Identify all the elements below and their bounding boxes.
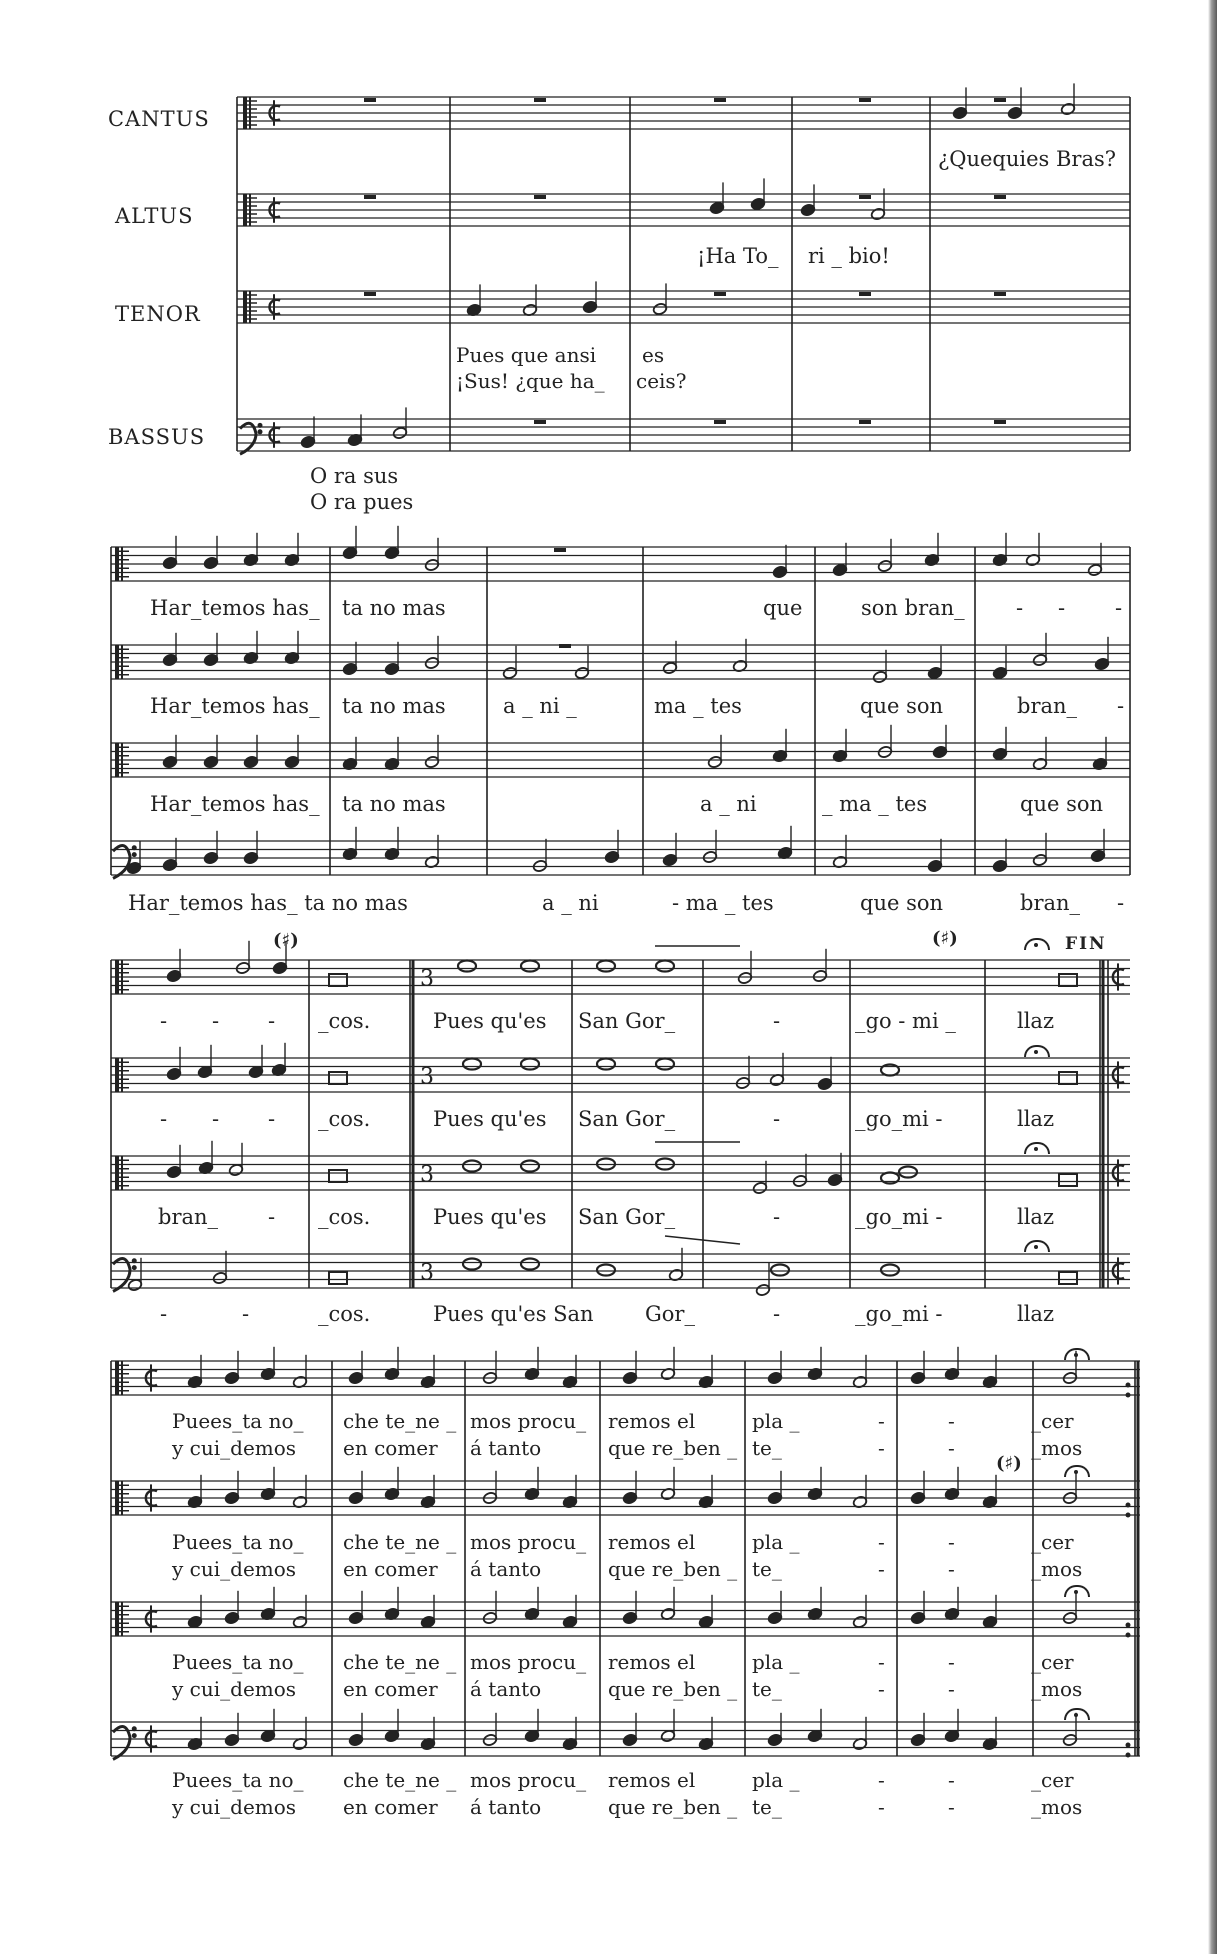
lyric-altus-s1-a: ¡Ha To_ <box>697 244 779 268</box>
lyric-bassus-s3-7: _go_mi - <box>855 1302 943 1326</box>
lyric-bassus-s3-1: - <box>160 1302 168 1326</box>
c-clef-icon <box>121 1602 123 1636</box>
lyric-altus-s3-3: - <box>268 1107 276 1131</box>
whole-note <box>656 1059 674 1070</box>
lyric-altus-s4-verse1-8: _cer <box>1031 1530 1074 1554</box>
rest-mark <box>994 420 1006 424</box>
lyric-tenor-s3-1: bran_ <box>158 1205 219 1229</box>
lyric-bassus-s4-verse1-8: _cer <box>1031 1768 1074 1792</box>
lyric-cantus-s2-5: - <box>1016 596 1024 620</box>
lyric-tenor-s2-1: Har_temos has_ <box>150 792 320 816</box>
c-clef-icon <box>115 1481 119 1515</box>
c-clef-icon <box>115 1156 119 1190</box>
lyric-cantus-s3-4: _cos. <box>318 1009 371 1033</box>
breve-note <box>1059 1072 1077 1084</box>
lyric-bassus-s4-verse2-3: á tanto <box>470 1795 542 1819</box>
lyric-bassus-s2-3: - ma _ tes <box>672 891 774 915</box>
whole-note <box>597 1059 615 1070</box>
bass-clef-icon <box>132 1726 137 1731</box>
lyric-bassus-s4-verse1-7: - <box>948 1768 955 1792</box>
c-clef-icon <box>121 1481 123 1515</box>
lyric-altus-s4-verse2-2: en comer <box>343 1557 438 1581</box>
whole-note <box>463 1161 481 1172</box>
lyric-cantus-s2-3: que <box>763 596 803 620</box>
lyric-altus-s3-6: San Gor_ <box>578 1107 676 1131</box>
triple-meter-mark: 3 <box>420 1162 434 1188</box>
lyric-tenor-s4-verse1-2: che te_ne _ <box>343 1650 457 1674</box>
lyric-altus-s4-verse2-6: - <box>878 1557 885 1581</box>
c-clef-icon <box>115 1602 119 1636</box>
c-clef-icon <box>115 645 119 679</box>
lyric-altus-s4-verse2-3: á tanto <box>470 1557 542 1581</box>
lyric-altus-s2-4: ma _ tes <box>654 694 742 718</box>
c-clef-icon <box>121 1156 123 1190</box>
c-clef-icon <box>115 547 119 581</box>
sharp-mark-3: (♯) <box>996 1453 1022 1474</box>
c-clef-icon <box>121 960 123 994</box>
repeat-dot <box>1126 1753 1131 1758</box>
lyric-altus-s3-5: Pues qu'es <box>433 1107 547 1131</box>
lyric-altus-s4-verse1-6: - <box>878 1530 885 1554</box>
lyric-bassus-s4-verse2-7: - <box>948 1795 955 1819</box>
voice-label-cantus: CANTUS <box>108 107 210 131</box>
lyric-tenor-s3-7: _go_mi - <box>855 1205 943 1229</box>
lyric-altus-s3-8: _go_mi - <box>855 1107 943 1131</box>
lyric-bassus-s4-verse1-6: - <box>878 1768 885 1792</box>
lyric-altus-s4-verse1-3: mos procu_ <box>470 1530 587 1554</box>
lyric-tenor-s2-2: ta no mas <box>342 792 446 816</box>
breve-note <box>329 1072 347 1084</box>
bass-clef-icon <box>258 429 263 434</box>
lyric-altus-s2-1: Har_temos has_ <box>150 694 320 718</box>
c-clef-icon <box>121 1058 123 1092</box>
rest-mark <box>994 292 1006 296</box>
whole-note <box>881 1265 899 1276</box>
lyric-cantus-s3-6: San Gor_ <box>578 1009 676 1033</box>
lyric-cantus-s2-7: - <box>1115 596 1123 620</box>
lyric-tenor-s4-verse2-1: y cui_demos <box>172 1677 297 1701</box>
lyric-bassus-s2-1: Har_temos has_ ta no mas <box>128 891 408 915</box>
whole-note <box>521 1059 539 1070</box>
repeat-dot <box>1126 1383 1131 1388</box>
lyric-bassus-s4-verse1-4: remos el <box>608 1768 696 1792</box>
lyric-altus-s4-verse2-5: te_ <box>752 1557 782 1581</box>
lyric-bassus-s1-a: O ra sus <box>310 464 399 488</box>
lyric-altus-s2-2: ta no mas <box>342 694 446 718</box>
lyric-bassus-s3-4: Pues qu'es San <box>433 1302 594 1326</box>
rest-mark <box>994 98 1006 102</box>
repeat-dot <box>1126 1503 1131 1508</box>
lyric-cantus-s4-verse2-5: te_ <box>752 1436 782 1460</box>
lyric-cantus-s2-1: Har_temos has_ <box>150 596 320 620</box>
whole-note <box>458 961 476 972</box>
bass-clef-icon <box>132 1258 137 1263</box>
repeat-dot <box>1126 1513 1131 1518</box>
c-clef-icon <box>243 291 247 323</box>
lyric-bassus-s2-2: a _ ni <box>542 891 599 915</box>
repeat-dot <box>1126 1743 1131 1748</box>
lyric-tenor-s3-4: Pues qu'es <box>433 1205 547 1229</box>
lyric-bassus-s4-verse1-1: Puees_ta no_ <box>172 1768 304 1792</box>
rest-mark <box>534 98 546 102</box>
lyric-tenor-s4-verse1-6: - <box>878 1650 885 1674</box>
lyric-cantus-s3-7: - <box>773 1009 781 1033</box>
lyric-tenor-s3-5: San Gor_ <box>578 1205 676 1229</box>
lyric-cantus-s3-9: llaz <box>1017 1009 1055 1033</box>
lyric-cantus-s4-verse2-6: - <box>878 1436 885 1460</box>
lyric-bassus-s3-8: llaz <box>1017 1302 1055 1326</box>
sharp-mark-1: (♯) <box>273 930 299 951</box>
whole-note <box>656 961 674 972</box>
lyric-altus-s2-6: bran_ <box>1017 694 1078 718</box>
rest-mark <box>859 292 871 296</box>
lyric-tenor-s3-8: llaz <box>1017 1205 1055 1229</box>
whole-note <box>521 1259 539 1270</box>
bass-clef-icon <box>132 852 137 857</box>
lyric-bassus-s3-2: - <box>242 1302 250 1326</box>
lyric-cantus-s4-verse2-2: en comer <box>343 1436 438 1460</box>
lyric-altus-s2-7: - <box>1117 694 1125 718</box>
lyric-tenor-s4-verse1-7: - <box>948 1650 955 1674</box>
lyric-tenor-s2-4: _ ma _ tes <box>822 792 928 816</box>
lyric-altus-s1-b: ri _ bio! <box>808 244 890 268</box>
rest-mark <box>994 195 1006 199</box>
lyric-bassus-s4-verse2-6: - <box>878 1795 885 1819</box>
voice-label-bassus: BASSUS <box>108 425 206 449</box>
repeat-dot <box>1126 1393 1131 1398</box>
lyric-tenor-s4-verse1-4: remos el <box>608 1650 696 1674</box>
lyric-cantus-s4-verse2-1: y cui_demos <box>172 1436 297 1460</box>
c-clef-icon <box>249 194 251 226</box>
breve-note <box>1059 1272 1077 1284</box>
fin-mark: FIN <box>1065 934 1107 954</box>
bass-clef-icon <box>240 423 256 454</box>
lyric-cantus-s3-5: Pues qu'es <box>433 1009 547 1033</box>
breve-note <box>329 1272 347 1284</box>
lyric-tenor-s1-a: Pues que ansi <box>456 343 597 367</box>
lyric-tenor-s4-verse1-5: pla _ <box>752 1650 800 1674</box>
rest-mark <box>714 98 726 102</box>
triple-meter-mark: 3 <box>420 966 434 992</box>
lyric-tenor-s4-verse2-3: á tanto <box>470 1677 542 1701</box>
lyric-altus-s4-verse2-1: y cui_demos <box>172 1557 297 1581</box>
lyric-tenor-s3-3: _cos. <box>318 1205 371 1229</box>
lyric-altus-s4-verse2-8: _mos <box>1031 1557 1083 1581</box>
lyric-altus-s3-7: - <box>773 1107 781 1131</box>
whole-note <box>521 1161 539 1172</box>
whole-note <box>771 1265 789 1276</box>
lyric-altus-s4-verse1-2: che te_ne _ <box>343 1530 457 1554</box>
lyric-cantus-s4-verse2-4: que re_ben _ <box>608 1436 738 1460</box>
lyric-cantus-s4-verse2-8: _mos <box>1031 1436 1083 1460</box>
whole-note <box>521 961 539 972</box>
lyric-cantus-s4-verse2-3: á tanto <box>470 1436 542 1460</box>
bass-clef-icon <box>132 1733 137 1738</box>
lyric-cantus-s4-verse1-7: - <box>948 1409 955 1433</box>
lyric-altus-s2-3: a _ ni _ <box>503 694 577 718</box>
lyric-cantus-s3-2: - <box>212 1009 220 1033</box>
lyric-tenor-s4-verse2-2: en comer <box>343 1677 438 1701</box>
lyric-cantus-s4-verse1-1: Puees_ta no_ <box>172 1409 304 1433</box>
lyric-cantus-s2-6: - <box>1058 596 1066 620</box>
c-clef-icon <box>115 1058 119 1092</box>
rest-mark <box>554 548 566 552</box>
triple-meter-mark: 3 <box>420 1064 434 1090</box>
lyric-bassus-s4-verse2-5: te_ <box>752 1795 782 1819</box>
c-clef-icon <box>115 743 119 777</box>
lyric-bassus-s4-verse1-2: che te_ne _ <box>343 1768 457 1792</box>
lyric-tenor-s4-verse2-4: que re_ben _ <box>608 1677 738 1701</box>
c-clef-icon <box>121 1361 123 1395</box>
lyric-tenor-s3-2: - <box>268 1205 276 1229</box>
lyric-tenor-s4-verse1-8: _cer <box>1031 1650 1074 1674</box>
rest-mark <box>534 420 546 424</box>
rest-mark <box>859 420 871 424</box>
rest-mark <box>714 420 726 424</box>
lyric-cantus-s4-verse2-7: - <box>948 1436 955 1460</box>
c-clef-icon <box>249 97 251 129</box>
c-clef-icon <box>121 547 123 581</box>
lyric-altus-s3-4: _cos. <box>318 1107 371 1131</box>
rest-mark <box>364 98 376 102</box>
voice-label-tenor: TENOR <box>115 302 201 326</box>
lyric-altus-s2-5: que son <box>860 694 944 718</box>
lyric-altus-s4-verse2-4: que re_ben _ <box>608 1557 738 1581</box>
breve-note <box>1059 974 1077 986</box>
c-clef-icon <box>121 743 123 777</box>
lyric-bassus-s2-5: bran_ <box>1020 891 1081 915</box>
lyric-altus-s4-verse1-5: pla _ <box>752 1530 800 1554</box>
bass-clef-icon <box>113 1258 130 1291</box>
lyric-cantus-s1: ¿Quequies Bras? <box>938 147 1117 171</box>
sharp-mark-2: (♯) <box>932 928 958 949</box>
page-edge <box>1208 0 1217 1954</box>
lyric-bassus-s3-5: Gor_ <box>645 1302 695 1326</box>
whole-note <box>463 1059 481 1070</box>
c-clef-icon <box>243 194 247 226</box>
rest-mark <box>859 195 871 199</box>
lyric-cantus-s3-8: _go - mi _ <box>855 1009 956 1033</box>
lyric-tenor-s2-5: que son <box>1020 792 1104 816</box>
voice-label-altus: ALTUS <box>115 204 194 228</box>
rest-mark <box>714 292 726 296</box>
lyric-tenor-s4-verse2-8: _mos <box>1031 1677 1083 1701</box>
lyric-cantus-s4-verse1-2: che te_ne _ <box>343 1409 457 1433</box>
lyric-tenor-s4-verse2-7: - <box>948 1677 955 1701</box>
lyric-bassus-s4-verse2-2: en comer <box>343 1795 438 1819</box>
whole-note <box>597 961 615 972</box>
lyric-cantus-s4-verse1-8: _cer <box>1031 1409 1074 1433</box>
c-clef-icon <box>115 960 119 994</box>
lyric-tenor-s4-verse1-1: Puees_ta no_ <box>172 1650 304 1674</box>
lyric-altus-s4-verse2-7: - <box>948 1557 955 1581</box>
lyric-cantus-s4-verse1-5: pla _ <box>752 1409 800 1433</box>
lyric-altus-s3-2: - <box>212 1107 220 1131</box>
rest-mark <box>364 195 376 199</box>
lyric-altus-s3-9: llaz <box>1017 1107 1055 1131</box>
lyric-tenor-s1-c: ¡Sus! ¿que ha_ <box>456 369 605 393</box>
lyric-bassus-s4-verse2-8: _mos <box>1031 1795 1083 1819</box>
whole-note <box>899 1167 917 1178</box>
breve-note <box>329 1170 347 1182</box>
lyric-altus-s4-verse1-7: - <box>948 1530 955 1554</box>
rest-mark <box>534 195 546 199</box>
lyric-bassus-s2-6: - <box>1117 891 1125 915</box>
lyric-tenor-s4-verse1-3: mos procu_ <box>470 1650 587 1674</box>
c-clef-icon <box>121 645 123 679</box>
lyric-cantus-s4-verse1-4: remos el <box>608 1409 696 1433</box>
lyric-bassus-s1-b: O ra pues <box>310 490 414 514</box>
lyric-cantus-s2-2: ta no mas <box>342 596 446 620</box>
lyric-tenor-s4-verse2-6: - <box>878 1677 885 1701</box>
lyric-cantus-s3-3: - <box>268 1009 276 1033</box>
whole-note <box>463 1259 481 1270</box>
rest-mark <box>559 644 571 648</box>
c-clef-icon <box>243 97 247 129</box>
lyric-tenor-s1-d: ceis? <box>636 369 687 393</box>
bass-clef-icon <box>113 845 130 878</box>
lyric-cantus-s3-1: - <box>160 1009 168 1033</box>
c-clef-icon <box>249 291 251 323</box>
repeat-dot <box>1126 1633 1131 1638</box>
lyric-bassus-s4-verse1-5: pla _ <box>752 1768 800 1792</box>
bass-clef-icon <box>113 1726 130 1759</box>
bass-clef-icon <box>132 845 137 850</box>
lyric-bassus-s3-3: _cos. <box>318 1302 371 1326</box>
lyric-bassus-s2-4: que son <box>860 891 944 915</box>
lyric-cantus-s4-verse1-3: mos procu_ <box>470 1409 587 1433</box>
lyric-altus-s4-verse1-4: remos el <box>608 1530 696 1554</box>
breve-note <box>1059 1174 1077 1186</box>
breve-note <box>329 974 347 986</box>
lyric-cantus-s2-4: son bran_ <box>861 596 965 620</box>
lyric-tenor-s4-verse2-5: te_ <box>752 1677 782 1701</box>
rest-mark <box>364 292 376 296</box>
lyric-cantus-s4-verse1-6: - <box>878 1409 885 1433</box>
c-clef-icon <box>115 1361 119 1395</box>
lyric-bassus-s4-verse1-3: mos procu_ <box>470 1768 587 1792</box>
bass-clef-icon <box>132 1265 137 1270</box>
triple-meter-mark: 3 <box>420 1260 434 1286</box>
lyric-tenor-s1-b: es <box>642 343 665 367</box>
repeat-dot <box>1126 1623 1131 1628</box>
lyric-bassus-s3-6: - <box>773 1302 781 1326</box>
lyric-bassus-s4-verse2-1: y cui_demos <box>172 1795 297 1819</box>
bass-clef-icon <box>258 423 263 428</box>
lyric-tenor-s2-3: a _ ni <box>700 792 757 816</box>
lyric-bassus-s4-verse2-4: que re_ben _ <box>608 1795 738 1819</box>
rest-mark <box>859 98 871 102</box>
lyric-tenor-s3-6: - <box>773 1205 781 1229</box>
whole-note <box>597 1265 615 1276</box>
lyric-altus-s4-verse1-1: Puees_ta no_ <box>172 1530 304 1554</box>
lyric-altus-s3-1: - <box>160 1107 168 1131</box>
